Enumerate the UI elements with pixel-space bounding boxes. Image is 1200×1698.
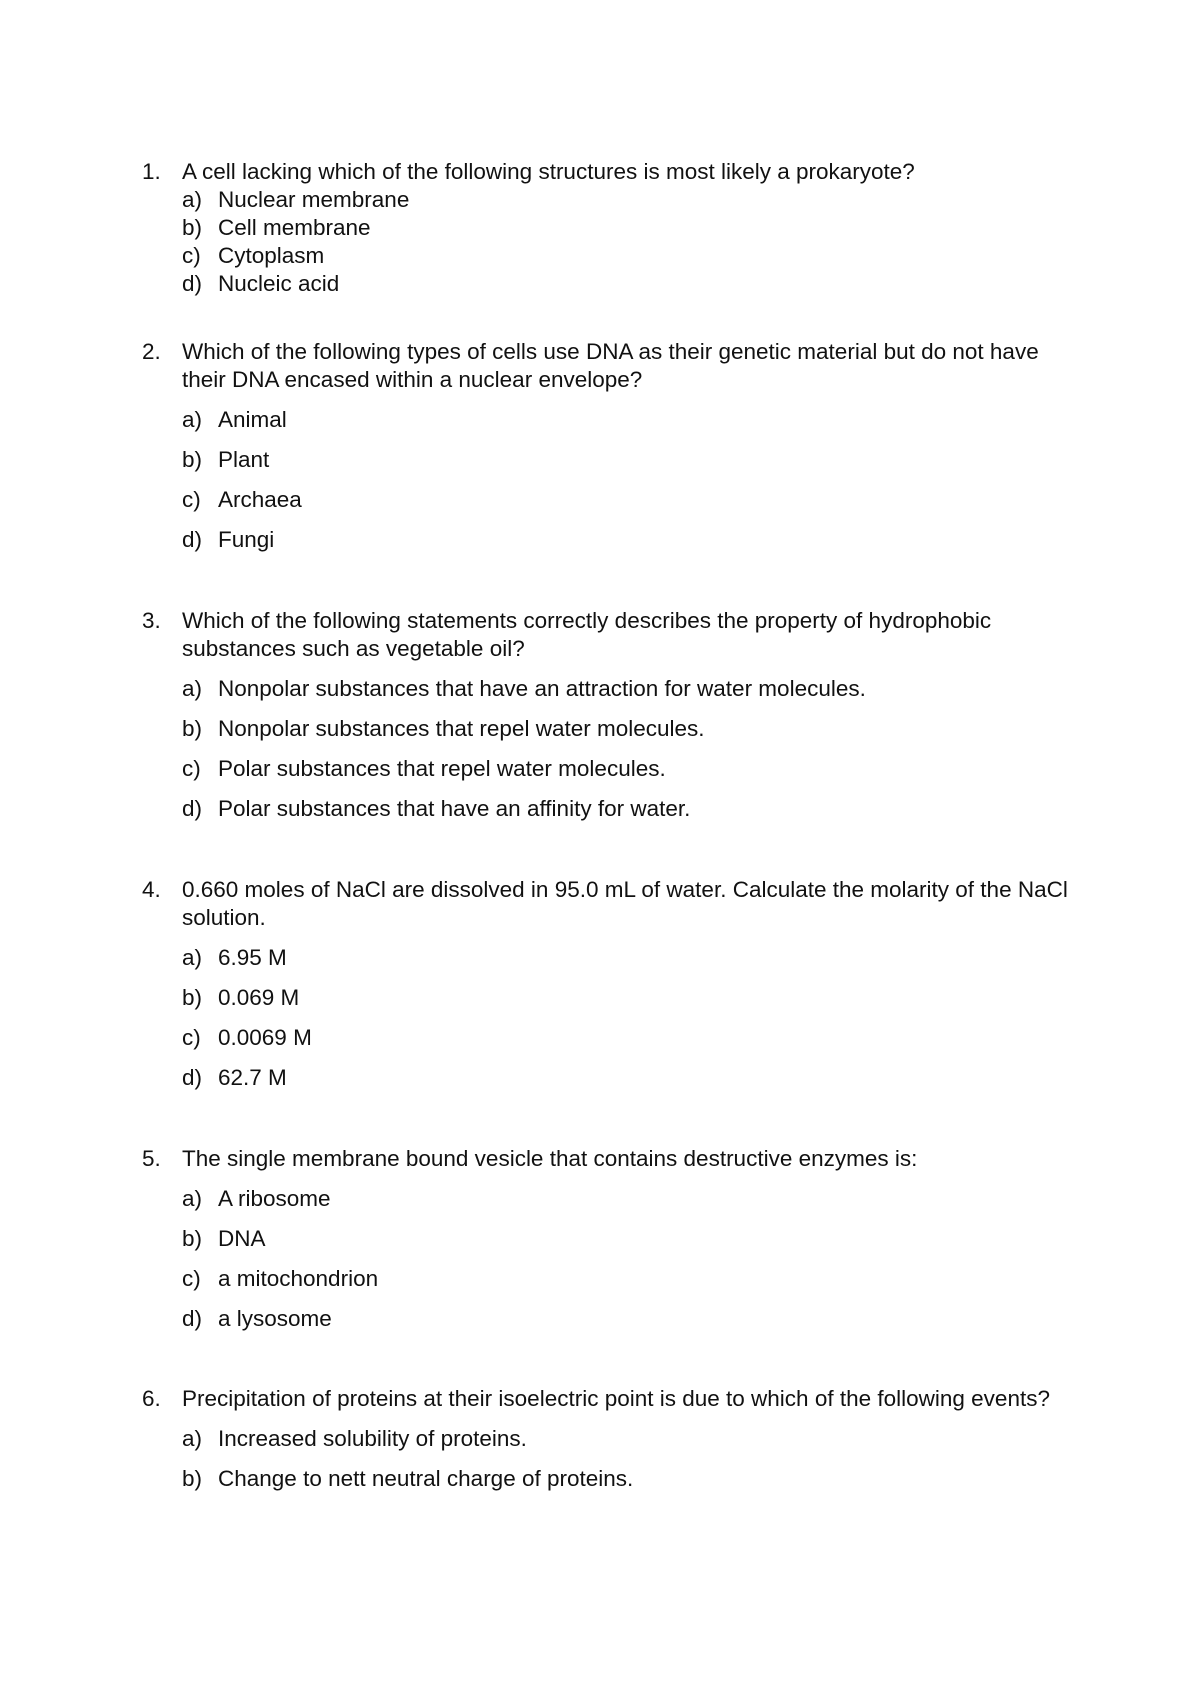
question-stem (142, 607, 1082, 663)
option-text: 0.069 M (218, 985, 300, 1010)
question-stem (142, 876, 1082, 932)
option-list (142, 1185, 1082, 1333)
option-item (142, 1064, 1082, 1092)
option-letter: a) (182, 1426, 203, 1451)
option-letter: b) (182, 447, 203, 472)
option-letter: a) (182, 676, 203, 701)
option-letter: a) (182, 945, 203, 970)
option-text: Cytoplasm (218, 243, 325, 268)
option-text: 0.0069 M (218, 1025, 312, 1050)
question-3 (142, 607, 1082, 823)
option-item (142, 214, 1082, 242)
option-item (142, 795, 1082, 823)
question-1 (142, 158, 1082, 298)
option-item (142, 1185, 1082, 1213)
option-letter: a) (182, 407, 203, 432)
option-text: Nonpolar substances that have an attraction for water molecules. (218, 676, 866, 701)
option-letter: c) (182, 243, 201, 268)
option-list (142, 1425, 1082, 1493)
option-item (142, 1425, 1082, 1453)
question-text: The single membrane bound vesicle that contains destructive enzymes is: (182, 1146, 918, 1171)
option-item (142, 406, 1082, 434)
option-item (142, 1225, 1082, 1253)
option-letter: a) (182, 187, 203, 212)
option-list (142, 186, 1082, 298)
option-text: Plant (218, 447, 270, 472)
option-text: Change to nett neutral charge of proteins. (218, 1466, 634, 1491)
option-item (142, 984, 1082, 1012)
question-text: Which of the following types of cells use DNA as their genetic material but do not have their DNA encased within a nuclear envelope? (182, 339, 1039, 392)
option-letter: b) (182, 1226, 203, 1251)
option-item (142, 270, 1082, 298)
option-item (142, 944, 1082, 972)
option-item (142, 1465, 1082, 1493)
question-4 (142, 876, 1082, 1092)
option-text: A ribosome (218, 1186, 331, 1211)
option-item (142, 186, 1082, 214)
option-list (142, 406, 1082, 554)
option-letter: a) (182, 1186, 203, 1211)
option-text: 6.95 M (218, 945, 287, 970)
question-number: 3. (142, 608, 161, 633)
option-letter: c) (182, 1266, 201, 1291)
question-stem (142, 1145, 1082, 1173)
option-item (142, 242, 1082, 270)
option-letter: d) (182, 1306, 203, 1331)
option-text: a lysosome (218, 1306, 332, 1331)
option-item (142, 675, 1082, 703)
question-number: 5. (142, 1146, 161, 1171)
option-letter: b) (182, 716, 203, 741)
question-5 (142, 1145, 1082, 1333)
option-text: Nucleic acid (218, 271, 340, 296)
question-stem (142, 1385, 1082, 1413)
question-text: Precipitation of proteins at their isoelectric point is due to which of the following events? (182, 1386, 1050, 1411)
option-text: Cell membrane (218, 215, 371, 240)
option-letter: b) (182, 215, 203, 240)
option-letter: c) (182, 756, 201, 781)
question-number: 2. (142, 339, 161, 364)
option-item (142, 486, 1082, 514)
option-text: Animal (218, 407, 287, 432)
question-stem (142, 158, 1082, 186)
question-text: A cell lacking which of the following structures is most likely a prokaryote? (182, 159, 915, 184)
question-number: 6. (142, 1386, 161, 1411)
option-text: Fungi (218, 527, 275, 552)
question-text: Which of the following statements correctly describes the property of hydrophobic substances such as vegetable oil? (182, 608, 992, 661)
option-item (142, 755, 1082, 783)
option-item (142, 715, 1082, 743)
option-letter: d) (182, 527, 203, 552)
question-6 (142, 1385, 1082, 1493)
option-text: Nuclear membrane (218, 187, 410, 212)
question-stem (142, 338, 1082, 394)
option-letter: b) (182, 1466, 203, 1491)
option-item (142, 446, 1082, 474)
option-item (142, 1305, 1082, 1333)
option-item (142, 526, 1082, 554)
question-number: 4. (142, 877, 161, 902)
option-letter: d) (182, 1065, 203, 1090)
option-text: DNA (218, 1226, 266, 1251)
option-list (142, 675, 1082, 823)
question-text: 0.660 moles of NaCl are dissolved in 95.0 mL of water. Calculate the molarity of the NaCl solution. (182, 877, 1068, 930)
option-letter: d) (182, 796, 203, 821)
question-number: 1. (142, 159, 161, 184)
option-text: Polar substances that repel water molecules. (218, 756, 666, 781)
option-text: a mitochondrion (218, 1266, 379, 1291)
option-item (142, 1024, 1082, 1052)
option-item (142, 1265, 1082, 1293)
option-text: Archaea (218, 487, 302, 512)
option-letter: d) (182, 271, 203, 296)
option-letter: c) (182, 1025, 201, 1050)
option-text: Nonpolar substances that repel water molecules. (218, 716, 705, 741)
option-text: Polar substances that have an affinity for water. (218, 796, 691, 821)
option-text: Increased solubility of proteins. (218, 1426, 527, 1451)
option-letter: c) (182, 487, 201, 512)
option-text: 62.7 M (218, 1065, 287, 1090)
question-2 (142, 338, 1082, 554)
option-letter: b) (182, 985, 203, 1010)
option-list (142, 944, 1082, 1092)
